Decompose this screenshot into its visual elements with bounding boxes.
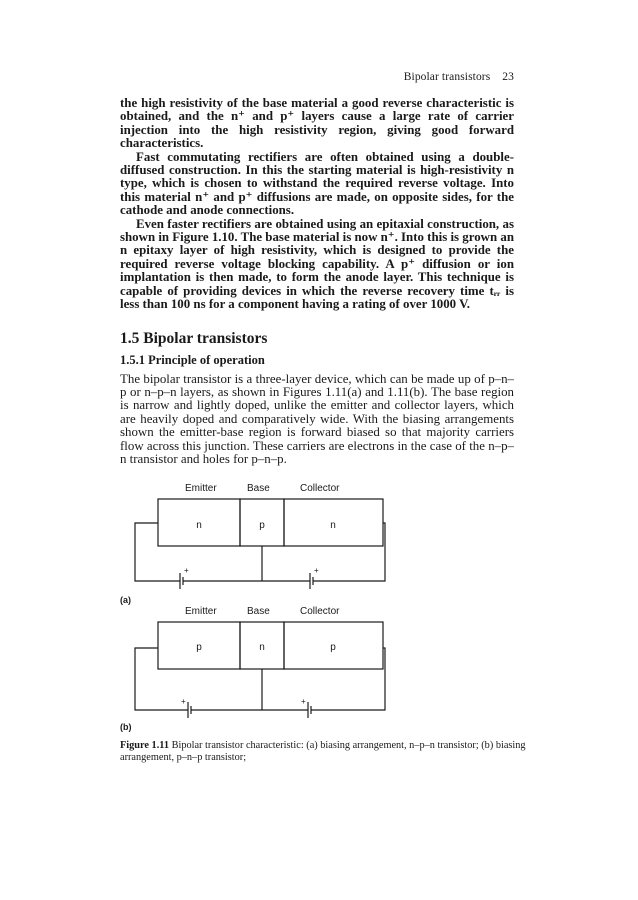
collector-lead-b [311, 648, 385, 710]
transistor-diagrams [120, 478, 520, 733]
base-label-a: Base [247, 483, 270, 494]
section-heading: 1.5 Bipolar transistors [120, 329, 268, 347]
subsection-heading: 1.5.1 Principle of operation [120, 352, 265, 367]
collector-label-b: Collector [300, 606, 340, 617]
running-header [120, 71, 514, 83]
layer-n-a2: n [330, 520, 336, 531]
layer-p-a: p [259, 520, 265, 531]
caption-label: Figure 1.11 [120, 740, 170, 751]
panel-label-b: (b) [120, 722, 132, 732]
paragraph: Even faster rectifiers are obtained using an epitaxial construction, as shown in Figure 1.10. The base material is now n⁺. Into this is grown an n epitaxy layer of high resistivity, which is designed to provide the required reverse voltage blocking capability. A p⁺ diffusion or ion implantation is then made, to form the anode layer. This technique is capable of providing devices in which the reverse recovery time tᵣᵣ is less than 100 ns for a component having a rating of over 1000 V. [120, 216, 514, 312]
layer-p-b2: p [330, 642, 336, 653]
layer-p-b1: p [196, 642, 202, 653]
emitter-label-a: Emitter [185, 483, 217, 494]
battery-plus-b2: + [301, 697, 306, 706]
panel-label-a: (a) [120, 595, 131, 605]
emitter-label-b: Emitter [185, 606, 217, 617]
collector-lead-a [313, 523, 385, 581]
paragraph: Fast commutating rectifiers are often obtained using a double-diffused construction. In this the starting material is high-resistivity n type, which is chosen to withstand the required reverse voltage. Into this material n⁺ and p⁺ diffusions are made, on opposite sides, for the cathode and anode connections. [120, 149, 514, 218]
layer-n-a1: n [196, 520, 202, 531]
paragraph: The bipolar transistor is a three-layer device, which can be made up of p–n–p or n–p–n layers, as shown in Figures 1.11(a) and 1.11(b). The base region is narrow and lightly doped, unlike the emitter and collector layers, which are heavily doped and comparatively wide. With the biasing arrangements shown the emitter-base region is forward biased so that majority carriers flow across this junction. These carriers are electrons in the case of the n–p–n transistor and holes for p–n–p. [120, 371, 514, 466]
figure-1-11 [120, 478, 520, 733]
body-text [120, 97, 514, 466]
page-number: 23 [502, 71, 514, 83]
layer-n-b: n [259, 642, 265, 653]
base-label-b: Base [247, 606, 270, 617]
collector-label-a: Collector [300, 483, 340, 494]
battery-plus-a2: + [314, 566, 319, 575]
battery-plus-a1: + [184, 566, 189, 575]
battery-plus-b1: + [181, 697, 186, 706]
caption-text: Bipolar transistor characteristic: (a) biasing arrangement, n–p–n transistor; (b) biasing arrangement, p–n–p transistor; [120, 740, 526, 763]
running-title: Bipolar transistors [403, 71, 491, 83]
paragraph: the high resistivity of the base material a good reverse characteristic is obtained, and the n⁺ and p⁺ layers cause a large rate of carrier injection into the high resistivity region, giving good forward characteristics. [120, 96, 514, 151]
figure-caption [120, 740, 540, 764]
